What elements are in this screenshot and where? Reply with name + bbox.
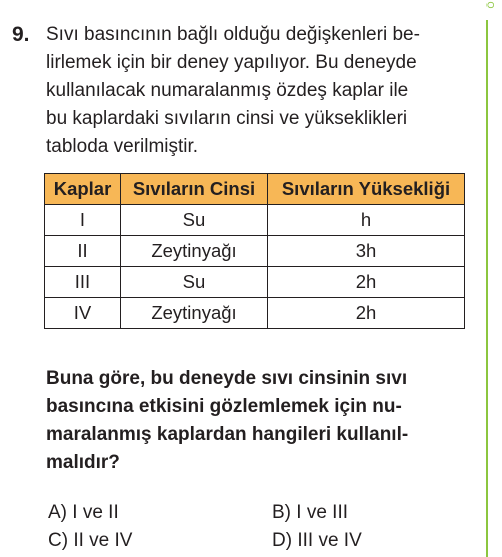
stem-line: kullanılacak numaralanmış özdeş kaplar ile	[46, 80, 409, 101]
table-cell: h	[268, 205, 465, 236]
header-containers: Kaplar	[45, 174, 121, 205]
option-a[interactable]: A) I ve II	[48, 502, 119, 523]
option-b[interactable]: B) I ve III	[272, 502, 349, 523]
question-prompt	[46, 365, 466, 477]
prompt-line: basıncına etkisini gözlemlemek için nu-	[46, 396, 402, 417]
option-c[interactable]: C) II ve IV	[48, 530, 133, 551]
table-cell: IV	[45, 298, 121, 329]
table-cell: 3h	[268, 236, 465, 267]
stem-line: Sıvı basıncının bağlı olduğu değişkenleri be-	[46, 24, 420, 45]
prompt-line: maralanmış kaplardan hangileri kullanıl-	[46, 424, 409, 445]
question-number: 9.	[12, 23, 30, 46]
table-header-row	[45, 174, 465, 205]
table-row	[45, 267, 465, 298]
side-label: Ö	[486, 1, 496, 9]
header-liquid-height: Sıvıların Yüksekliği	[268, 174, 465, 205]
question-stem	[46, 21, 466, 161]
table-row	[45, 205, 465, 236]
table-cell: Zeytinyağı	[121, 236, 268, 267]
table-cell: II	[45, 236, 121, 267]
table-cell: Su	[121, 267, 268, 298]
side-divider	[486, 20, 488, 557]
stem-line: tabloda verilmiştir.	[46, 136, 199, 157]
table-row	[45, 298, 465, 329]
prompt-line: malıdır?	[46, 452, 120, 473]
prompt-line: Buna göre, bu deneyde sıvı cinsinin sıvı	[46, 368, 408, 389]
table-row	[45, 236, 465, 267]
table-cell: Su	[121, 205, 268, 236]
stem-line: lirlemek için bir deney yapılıyor. Bu deneyde	[46, 52, 417, 73]
table-cell: III	[45, 267, 121, 298]
stem-line: bu kaplardaki sıvıların cinsi ve yükseklikleri	[46, 108, 408, 129]
table-cell: Zeytinyağı	[121, 298, 268, 329]
table-cell: I	[45, 205, 121, 236]
table-cell: 2h	[268, 267, 465, 298]
container-table	[44, 173, 465, 329]
option-d[interactable]: D) III ve IV	[272, 530, 362, 551]
header-liquid-type: Sıvıların Cinsi	[121, 174, 268, 205]
table-cell: 2h	[268, 298, 465, 329]
